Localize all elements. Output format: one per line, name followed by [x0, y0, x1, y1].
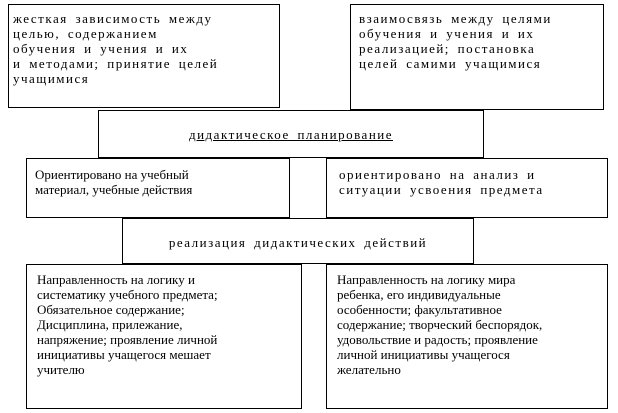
situation-oriented-box: [326, 158, 608, 218]
open-goals-text: взаимосвязь между целями обучения и учения и их реализацией; постановка целей самими учащимися: [359, 11, 552, 71]
didactic-planning-band: [98, 110, 484, 158]
material-oriented-box: [26, 158, 290, 218]
child-logic-box: [326, 264, 608, 409]
child-logic-text: Направленность на логику мира ребенка, его индивидуальные особенности; факультативное содержание; творческий беспорядок, удовольствие и радость; проявление личной инициативы учащегося желательно: [337, 272, 543, 377]
didactic-planning-label: дидактическое планирование: [188, 127, 394, 142]
subject-logic-box: [26, 264, 302, 409]
didactic-realization-band: [122, 218, 474, 264]
traditional-goals-text: жесткая зависимость между целью, содержанием обучения и учения и их и методами; принятие целей учащимися: [13, 11, 219, 86]
didactic-realization-label: реализация дидактических действий: [168, 235, 428, 250]
open-goals-box: [350, 4, 604, 110]
subject-logic-text: Направленность на логику и систематику учебного предмета; Обязательное содержание; Дисциплина, прилежание, напряжение; проявление личной инициативы учащегося мешает учителю: [37, 272, 218, 377]
traditional-goals-box: [8, 4, 280, 108]
situation-oriented-text: ориентировано на анализ и ситуации усвоения предмета: [339, 167, 544, 197]
material-oriented-text: Ориентировано на учебный материал, учебные действия: [35, 167, 193, 197]
